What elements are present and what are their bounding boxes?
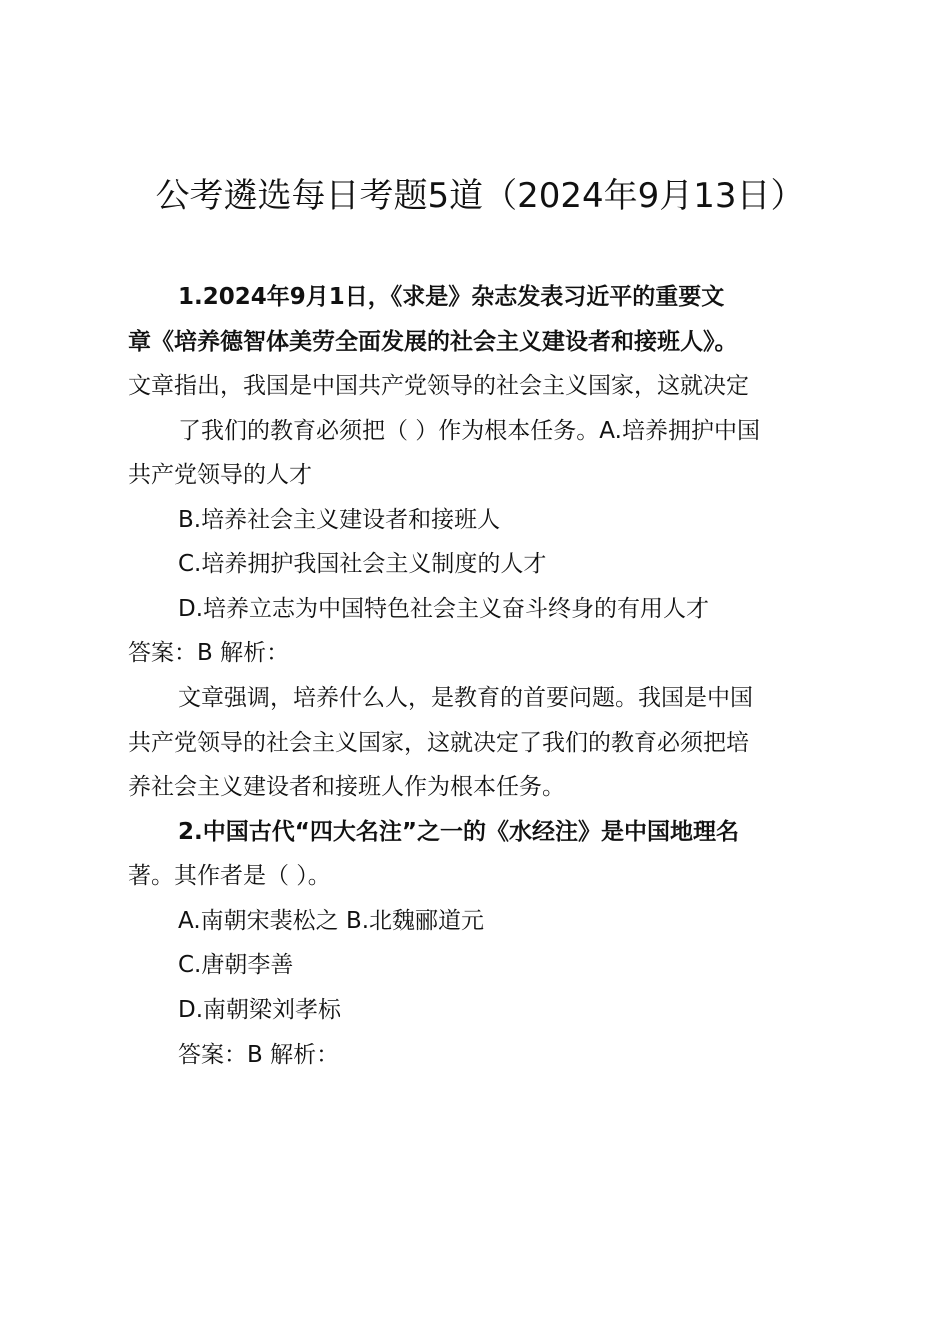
question-1-analysis-line-2: 共产党领导的社会主义国家，这就决定了我们的教育必须把培 [128, 730, 749, 756]
question-1-option-d: D.培养立志为中国特色社会主义奋斗终身的有用人才 [178, 596, 710, 622]
question-1-line-4: 了我们的教育必须把（ ）作为根本任务。A.培养拥护中国 [178, 418, 760, 444]
question-2-option-a-b: A.南朝宋裴松之 B.北魏郦道元 [178, 908, 485, 934]
question-2-line-1: 2.中国古代“四大名注”之一的《水经注》是中国地理名 [178, 819, 739, 845]
question-1-option-c: C.培养拥护我国社会主义制度的人才 [178, 551, 547, 577]
question-1-analysis-line-3: 养社会主义建设者和接班人作为根本任务。 [128, 774, 565, 800]
question-2-option-c: C.唐朝李善 [178, 952, 294, 978]
question-1-analysis-line-1: 文章强调，培养什么人，是教育的首要问题。我国是中国 [178, 685, 753, 711]
question-2-answer: 答案：B 解析： [178, 1042, 340, 1068]
question-2-line-2: 著。其作者是（ ）。 [128, 863, 331, 889]
question-1-line-5: 共产党领导的人才 [128, 462, 312, 488]
question-1-line-1: 1.2024年9月1日，《求是》杂志发表习近平的重要文 [178, 284, 725, 310]
question-1-option-b: B.培养社会主义建设者和接班人 [178, 507, 501, 533]
question-1-line-2: 章《培养德智体美劳全面发展的社会主义建设者和接班人》。 [128, 329, 738, 355]
page-title: 公考遴选每日考题5道（2024年9月13日） [155, 176, 805, 216]
question-1-line-3: 文章指出，我国是中国共产党领导的社会主义国家，这就决定 [128, 373, 749, 399]
question-2-option-d: D.南朝梁刘孝标 [178, 997, 342, 1023]
question-1-answer: 答案：B 解析： [128, 640, 290, 666]
